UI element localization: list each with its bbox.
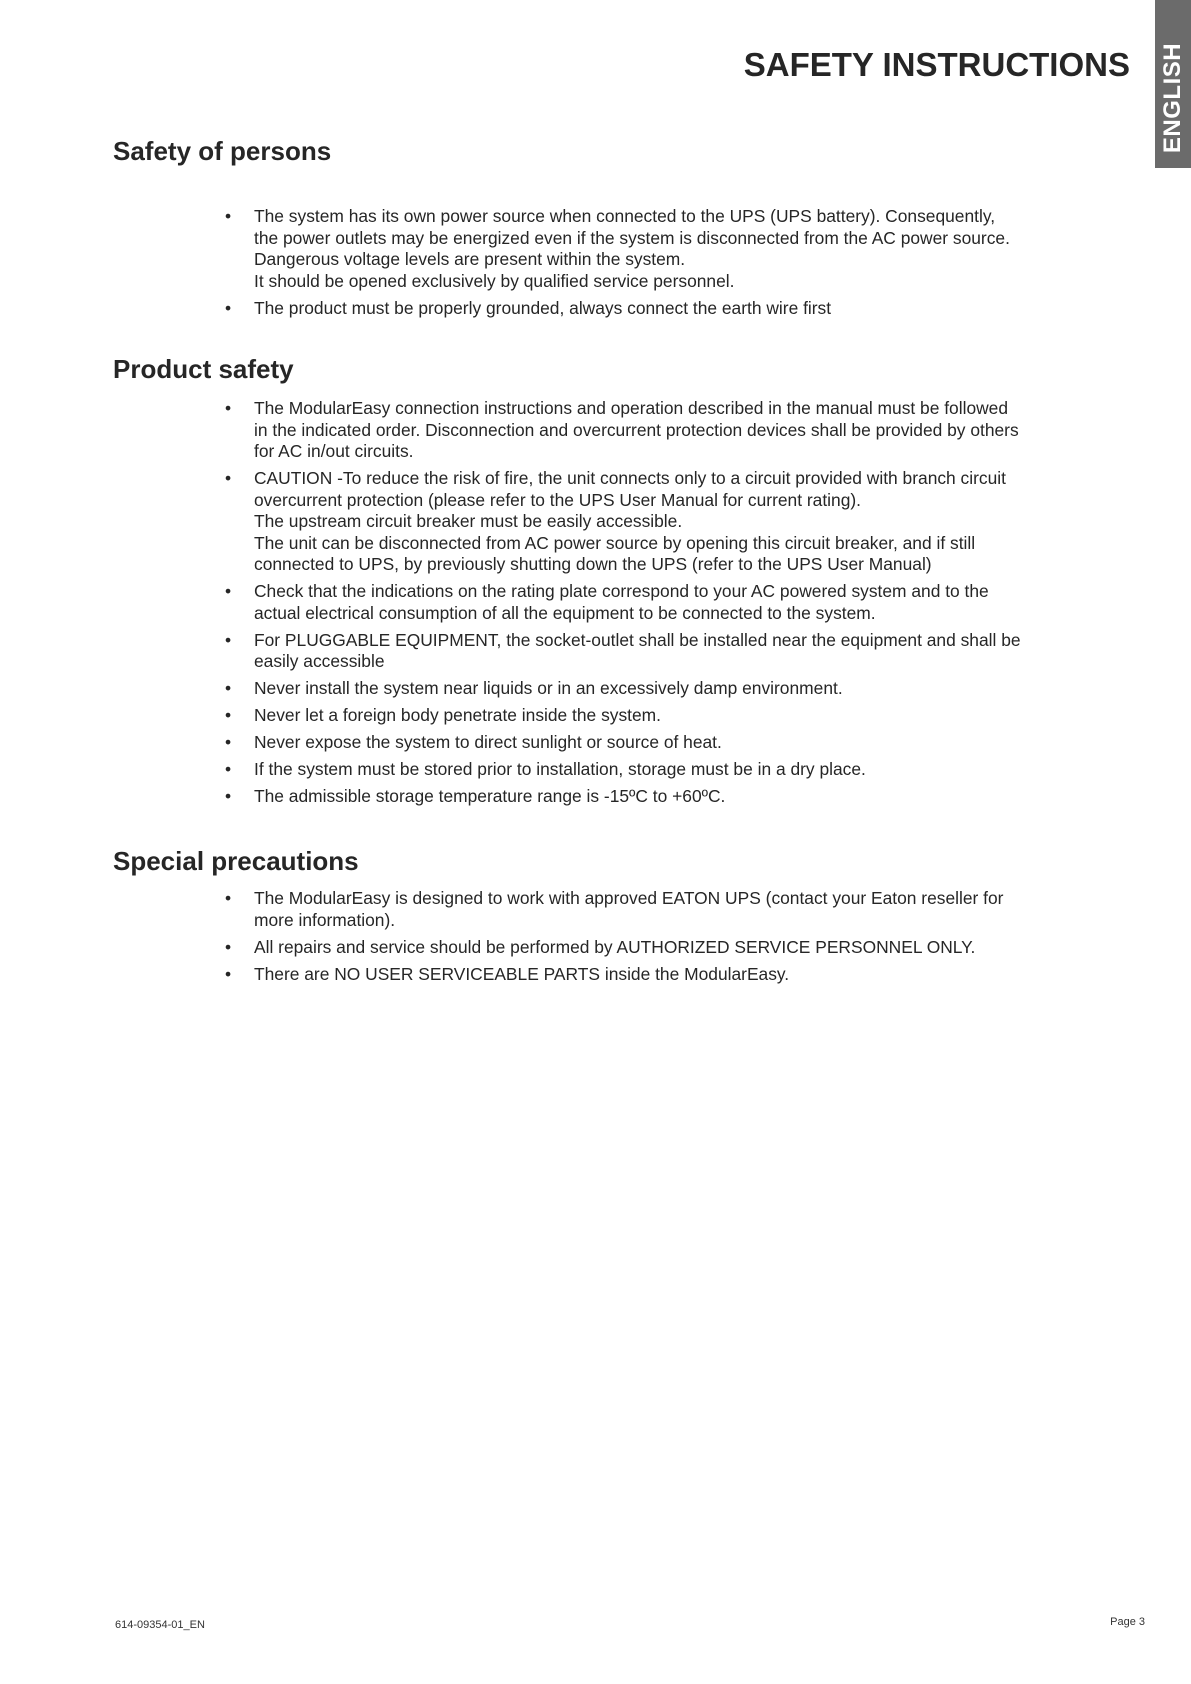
bullet-icon: • [225,398,232,418]
list-item [222,888,1112,931]
list-item [222,468,1112,576]
list-item-text: easily accessible [254,651,385,671]
bullet-icon: • [225,936,232,957]
safety-of-persons-list [222,206,1112,325]
list-item-text: The system has its own power source when connected to the UPS (UPS battery). Consequently, [254,206,996,226]
bullet-icon: • [225,963,232,984]
bullet-icon: • [225,786,232,806]
list-item [222,581,1112,624]
list-item [222,732,1112,754]
list-item-text: Never install the system near liquids or in an excessively damp environment. [254,678,843,698]
list-item [222,298,1112,320]
list-item [222,937,1112,959]
list-item [222,964,1112,986]
list-item-text: Never let a foreign body penetrate inside the system. [254,705,661,725]
list-item-text: The ModularEasy connection instructions and operation described in the manual must be followed [254,398,1009,418]
list-item-text: the power outlets may be energized even if the system is disconnected from the AC power source. [254,227,1010,248]
list-item-text: connected to UPS, by previously shutting down the UPS (refer to the UPS User Manual) [254,554,932,574]
list-item [222,206,1112,292]
list-item-text: The unit can be disconnected from AC power source by opening this circuit breaker, and if still [254,532,976,553]
bullet-icon: • [225,888,232,908]
language-label: ENGLISH [1159,42,1186,154]
product-safety-list [222,398,1112,813]
bullet-icon: • [225,732,232,752]
list-item-text: If the system must be stored prior to installation, storage must be in a dry place. [254,759,866,779]
list-item [222,705,1112,727]
section-heading-product-safety: Product safety [113,354,294,384]
special-precautions-list [222,888,1112,991]
section-heading-special-precautions: Special precautions [113,846,359,876]
document-id: 614-09354-01_EN [115,1619,205,1631]
list-item [222,398,1112,463]
list-item-text: It should be opened exclusively by qualified service personnel. [254,270,735,291]
bullet-icon: • [225,629,232,650]
list-item-text: overcurrent protection (please refer to the UPS User Manual for current rating). [254,489,862,510]
language-tab [1155,0,1191,168]
list-item-text: actual electrical consumption of all the equipment to be connected to the system. [254,602,876,623]
page-title: SAFETY INSTRUCTIONS [743,46,1130,83]
list-item-text: Check that the indications on the rating plate correspond to your AC powered system and to the [254,581,989,601]
bullet-icon: • [225,581,232,601]
list-item [222,678,1112,700]
list-item-text: For PLUGGABLE EQUIPMENT, the socket-outlet shall be installed near the equipment and shall be [254,629,1021,650]
bullet-icon: • [225,759,232,779]
list-item-text: in the indicated order. Disconnection and overcurrent protection devices shall be provided by others [254,419,1019,440]
bullet-icon: • [225,705,232,725]
list-item-text: The ModularEasy is designed to work with approved EATON UPS (contact your Eaton reseller for [254,888,1004,908]
list-item-text: CAUTION -To reduce the risk of fire, the unit connects only to a circuit provided with branch circuit [254,468,1006,488]
list-item-text: All repairs and service should be performed by AUTHORIZED SERVICE PERSONNEL ONLY. [254,936,976,957]
list-item-text: more information). [254,909,396,930]
bullet-icon: • [225,297,232,318]
bullet-icon: • [225,206,232,226]
list-item-text: The admissible storage temperature range is -15ºC to +60ºC. [254,786,726,806]
list-item-text: There are NO USER SERVICEABLE PARTS inside the ModularEasy. [254,963,790,984]
list-item [222,759,1112,781]
list-item-text: for AC in/out circuits. [254,441,414,461]
bullet-icon: • [225,678,232,698]
list-item [222,630,1112,673]
bullet-icon: • [225,468,232,488]
page-number: Page 3 [1110,1616,1145,1628]
list-item-text: Dangerous voltage levels are present within the system. [254,249,686,269]
list-item-text: The product must be properly grounded, always connect the earth wire first [254,297,832,318]
list-item-text: Never expose the system to direct sunlight or source of heat. [254,732,722,752]
list-item [222,786,1112,808]
list-item-text: The upstream circuit breaker must be easily accessible. [254,511,683,531]
section-heading-safety-of-persons: Safety of persons [113,136,332,166]
